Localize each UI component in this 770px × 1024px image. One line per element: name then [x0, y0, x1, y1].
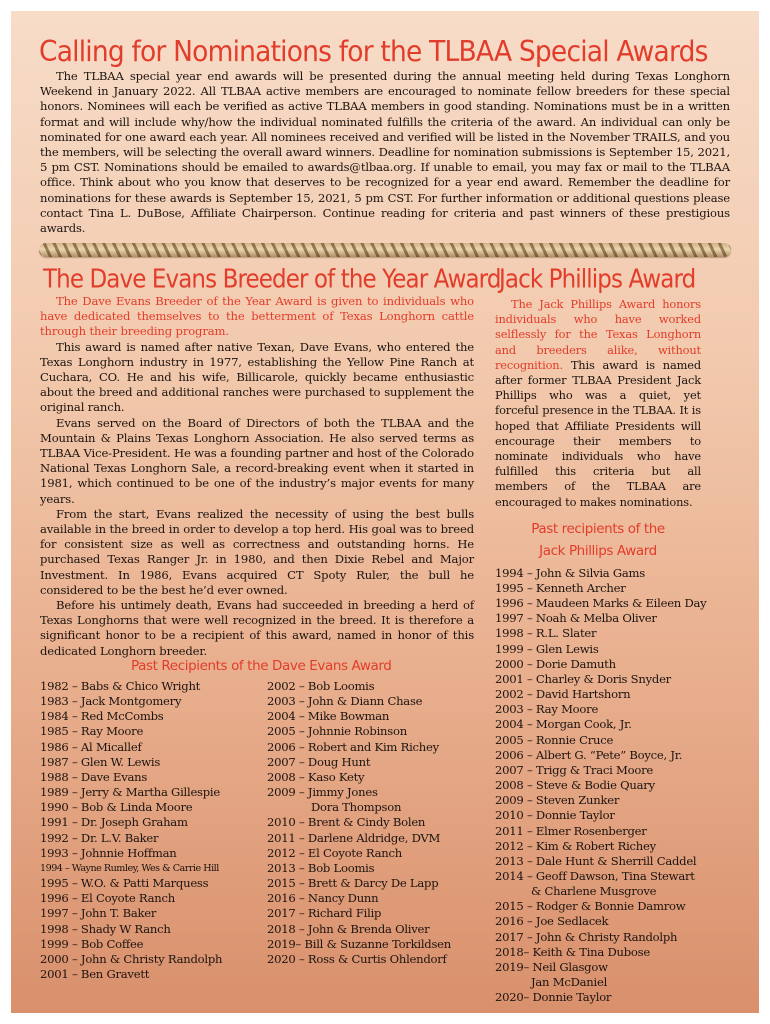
list-item: 1998 – R.L. Slater [495, 626, 597, 641]
list-item: 2001 – Ben Gravett [40, 966, 150, 981]
dave-evans-award-title: The Dave Evans Breeder of the Year Award [43, 265, 501, 295]
list-item: 2007 – Doug Hunt [267, 754, 371, 769]
dave-evans-paragraph: Before his untimely death, Evans had succeeded in breeding a herd of Texas Longhorns that were well recognized in the breed. It is therefore a significant honor to be a recipient of this award, named in honor of this dedicated Longhorn breeder. [40, 598, 474, 658]
list-item: 1996 – Maudeen Marks & Eileen Day [495, 596, 707, 611]
list-item: 2006 – Albert G. “Pete” Boyce, Jr. [495, 747, 683, 762]
dave-evans-recipients-list-2 [267, 679, 467, 967]
dave-evans-paragraph: This award is named after native Texan, Dave Evans, who entered the Texas Longhorn industry in 1977, establishing the Yellow Pine Ranch at Cuchara, CO. He and his wife, Billicarole, quickly became enthusiastic about the breed and additional ranches were purchased to supplement the original ranch. [40, 339, 474, 415]
list-item: 2019– Bill & Suzanne Torkildsen [267, 936, 451, 951]
jack-phillips-body: This award is named after former TLBAA President Jack Phillips who was a quiet, yet forceful presence in the TLBAA. It is hoped that Affiliate Presidents will encourage their members to nominate individuals who have fulfilled this criteria but all members of the TLBAA are encouraged to makes nominations. [495, 357, 701, 509]
list-item: 2008 – Steve & Bodie Quary [495, 778, 655, 793]
list-item: 2005 – Johnnie Robinson [267, 724, 407, 739]
list-item: 1985 – Ray Moore [40, 724, 144, 739]
list-item: 2010 – Donnie Taylor [495, 808, 615, 823]
list-item: 1988 – Dave Evans [40, 769, 148, 784]
list-item: 2004 – Morgan Cook, Jr. [495, 717, 632, 732]
list-item: 2020 – Ross & Curtis Ohlendorf [267, 951, 447, 966]
list-item: 2016 – Joe Sedlacek [495, 914, 609, 929]
jack-phillips-lead: The Jack Phillips Award honors individuals who have worked selflessly for the Texas Longhorn and breeders alike, without recognition. [495, 297, 701, 372]
list-item: 2003 – John & Diann Chase [267, 694, 423, 709]
list-item: 2001 – Charley & Doris Snyder [495, 671, 671, 686]
list-item: 1997 – Noah & Melba Oliver [495, 611, 657, 626]
list-item: 2007 – Trigg & Traci Moore [495, 762, 653, 777]
list-item: 2015 – Rodger & Bonnie Damrow [495, 899, 686, 914]
jack-phillips-recipients-list [495, 565, 707, 1006]
list-item: 1999 – Bob Coffee [40, 936, 144, 951]
list-item: 2017 – John & Christy Randolph [495, 929, 678, 944]
list-item: 2013 – Bob Loomis [267, 860, 375, 875]
list-item: 1992 – Dr. L.V. Baker [40, 830, 159, 845]
list-item: 2020– Donnie Taylor [495, 990, 612, 1005]
list-item: 2012 – El Coyote Ranch [267, 845, 402, 860]
list-item: 2011 – Darlene Aldridge, DVM [267, 830, 441, 845]
list-item: 2018– Keith & Tina Dubose [495, 944, 650, 959]
list-item: 1994 – John & Silvia Gams [495, 565, 646, 580]
list-item: 1987 – Glen W. Lewis [40, 754, 161, 769]
list-item: 1994 – Wayne Rumley, Wes & Carrie Hill [40, 862, 219, 874]
list-item: Jan McDaniel [531, 975, 608, 990]
list-item: 1989 – Jerry & Martha Gillespie [40, 785, 220, 800]
list-item: 2018 – John & Brenda Oliver [267, 921, 430, 936]
magazine-page [11, 11, 759, 1013]
list-item: 2009 – Jimmy Jones [267, 785, 378, 800]
list-item: 1991 – Dr. Joseph Graham [40, 815, 188, 830]
list-item: 1995 – W.O. & Patti Marquess [40, 876, 209, 891]
intro-paragraph: The TLBAA special year end awards will be presented during the annual meeting held during Texas Longhorn Weekend in January 2022. All TLBAA active members are encouraged to nominate fellow breeders for these special honors. Nominees will each be verified as active TLBAA members in good standing. Nominations must be in a written format and will include why/how the individual nominated fulfills the criteria of the award. An individual can only be nominated for one award each year. All nominees received and verified will be listed in the November TRAILS, and you the members, will be selecting the overall award winners. Deadline for nomination submissions is September 15, 2021, 5 pm CST. Nominations should be emailed to awards@tlbaa.org. If unable to email, you may fax or mail to the TLBAA office. Think about who you know that deserves to be recognized for a year end award. Remember the deadline for nominations for these awards is September 15, 2021, 5 pm CST. For further information or additional questions please contact Tina L. DuBose, Affiliate Chairperson. Continue reading for criteria and past winners of these prestigious awards. [40, 69, 730, 236]
dave-evans-lead: The Dave Evans Breeder of the Year Award is given to individuals who have dedicated themselves to the betterment of Texas Longhorn cattle through their breeding program. [40, 294, 474, 339]
list-item: 2000 – Dorie Damuth [495, 656, 616, 671]
list-item: 1995 – Kenneth Archer [495, 581, 626, 595]
list-item: 2012 – Kim & Robert Richey [495, 838, 656, 853]
heading-line: Jack Phillips Award [539, 542, 657, 559]
dave-evans-paragraph: From the start, Evans realized the necessity of using the best bulls available in the breed in order to develop a top herd. His goal was to breed for consistent size as well as correctness and outstanding horns. He purchased Texas Ranger Jr. in 1980, and then Dixie Rebel and Major Investment. In 1986, Evans acquired CT Spoty Ruler, the bull he considered to be the best he’d ever owned. [40, 506, 474, 597]
list-item: 1982 – Babs & Chico Wright [40, 679, 201, 693]
list-item: & Charlene Musgrove [531, 884, 657, 899]
list-item: 1986 – Al Micallef [40, 739, 142, 754]
list-item: 2002 – David Hartshorn [495, 687, 631, 702]
rope-divider [39, 243, 731, 257]
list-item: 1984 – Red McCombs [40, 709, 164, 724]
list-item: 1997 – John T. Baker [40, 906, 157, 921]
list-item: 2015 – Brett & Darcy De Lapp [267, 876, 439, 891]
list-item: 2008 – Kaso Kety [267, 769, 365, 784]
list-item: 2016 – Nancy Dunn [267, 891, 379, 906]
list-item: 2003 – Ray Moore [495, 702, 599, 717]
jack-phillips-recipients-heading [495, 518, 701, 562]
page-title: Calling for Nominations for the TLBAA Special Awards [39, 35, 708, 69]
heading-line: Past recipients of the [531, 520, 665, 537]
list-item: 2014 – Geoff Dawson, Tina Stewart [495, 868, 695, 883]
list-item: 2005 – Ronnie Cruce [495, 732, 614, 747]
list-item: Dora Thompson [311, 800, 402, 815]
list-item: 1999 – Glen Lewis [495, 641, 599, 656]
jack-phillips-paragraph [495, 297, 701, 510]
list-item: 2006 – Robert and Kim Richey [267, 739, 439, 754]
list-item: 2010 – Brent & Cindy Bolen [267, 815, 426, 830]
list-item: 2017 – Richard Filip [267, 906, 382, 921]
list-item: 2013 – Dale Hunt & Sherrill Caddel [495, 853, 697, 868]
list-item: 1996 – El Coyote Ranch [40, 891, 175, 906]
dave-evans-recipients-heading: Past Recipients of the Dave Evans Award [131, 658, 392, 674]
list-item: 2011 – Elmer Rosenberger [495, 823, 647, 838]
list-item: 2000 – John & Christy Randolph [40, 951, 223, 966]
dave-evans-article [40, 294, 474, 659]
dave-evans-recipients-list-1 [40, 679, 270, 982]
list-item: 2004 – Mike Bowman [267, 709, 390, 724]
list-item: 2002 – Bob Loomis [267, 679, 375, 693]
list-item: 2019– Neil Glasgow [495, 959, 608, 974]
jack-phillips-award-title: Jack Phillips Award [499, 265, 696, 295]
list-item: 2009 – Steven Zunker [495, 793, 620, 808]
list-item: 1993 – Johnnie Hoffman [40, 845, 177, 860]
list-item: 1990 – Bob & Linda Moore [40, 800, 193, 815]
jack-phillips-article [495, 297, 707, 1005]
list-item: 1983 – Jack Montgomery [40, 694, 182, 709]
list-item: 1998 – Shady W Ranch [40, 921, 171, 936]
dave-evans-paragraph: Evans served on the Board of Directors of both the TLBAA and the Mountain & Plains Texas Longhorn Association. He also served terms as TLBAA Vice-President. He was a founding partner and host of the Colorado National Texas Longhorn Sale, a record-breaking event when it started in 1981, which continued to be one of the industry’s major events for many years. [40, 415, 474, 506]
